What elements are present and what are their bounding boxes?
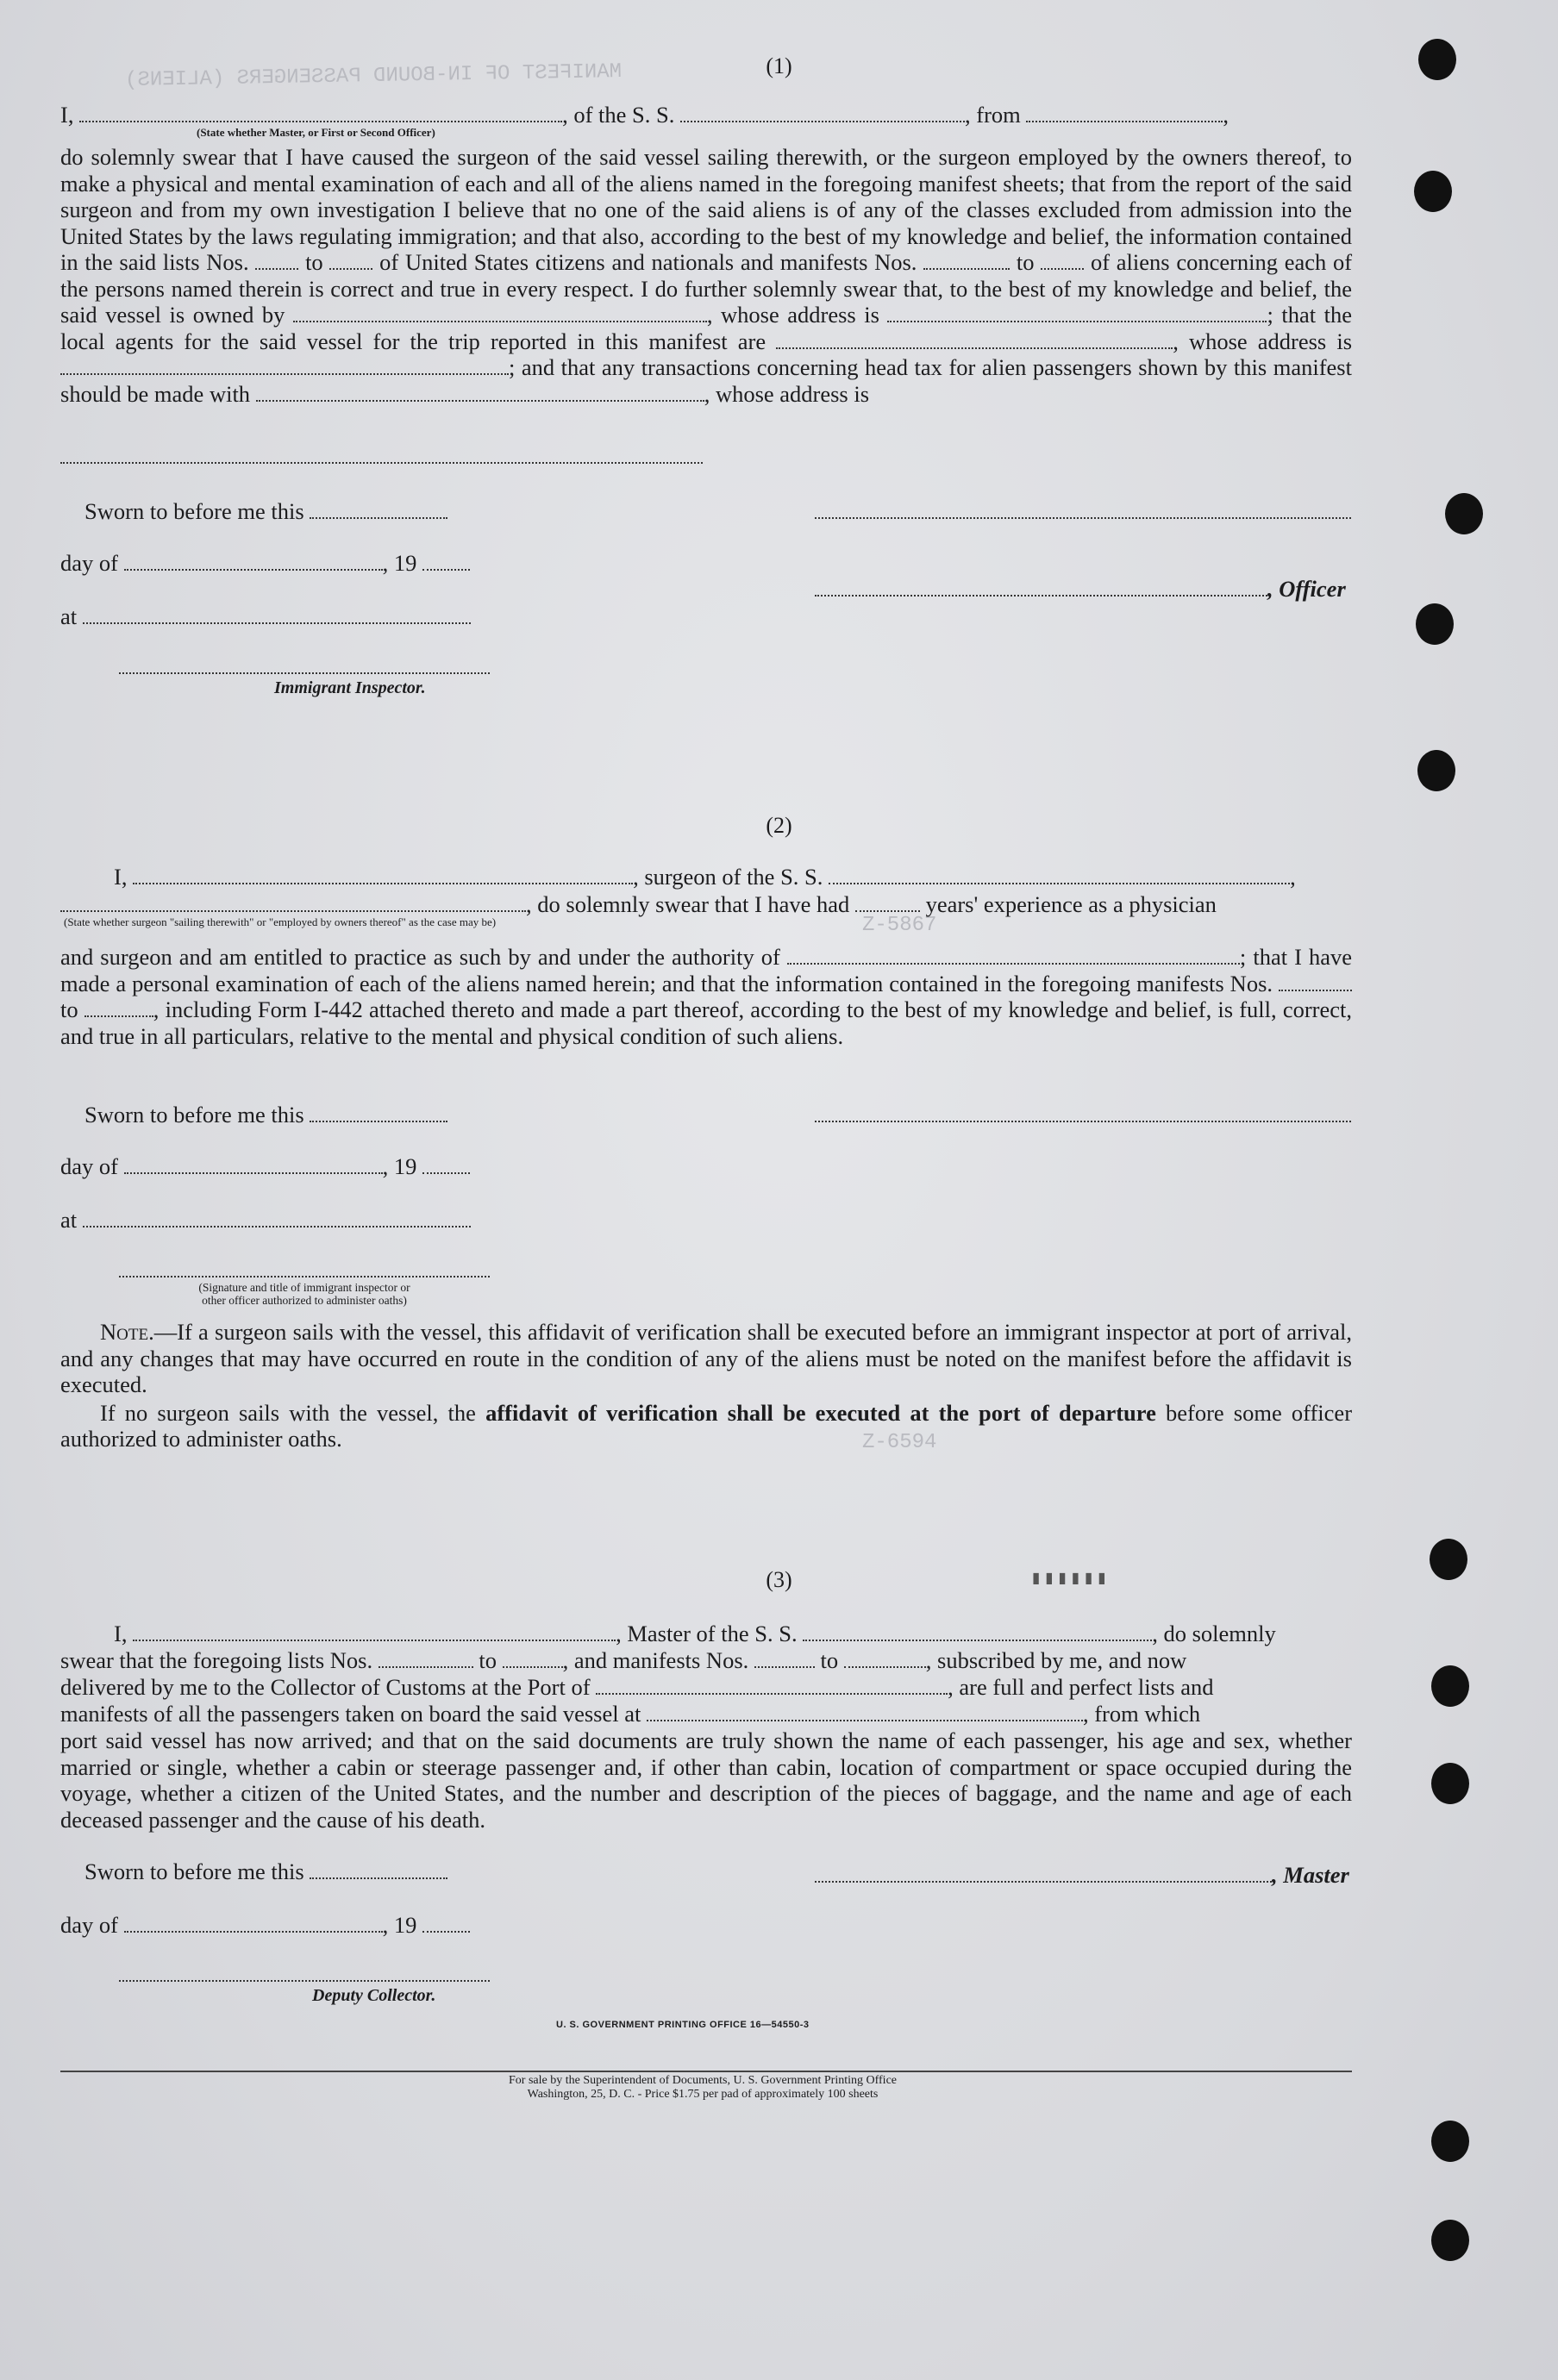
master-name-field[interactable]	[133, 1622, 616, 1641]
manifests-from-field[interactable]	[923, 251, 1010, 270]
signature-note: (Signature and title of immigrant inspector or other officer authorized to administer oaths)	[198, 1281, 410, 1307]
immigrant-inspector-label: Immigrant Inspector.	[274, 678, 426, 697]
section-3-body: port said vessel has now arrived; and that on the said documents are truly shown the name of each passenger, his age and sex, whether married or single, whether a cabin or steerage passenger and, if other than cabin, location of compartment or space occupied during the voyage, whether a citizen of the United States, and the number and description of the pieces of baggage, and the name and age of each deceased passenger and the cause of his death.	[60, 1727, 1352, 1833]
s1-signature-line[interactable]	[815, 517, 1351, 519]
punch-hole	[1417, 750, 1455, 791]
s2-sworn-day-field[interactable]	[310, 1103, 447, 1122]
s3-vessel-field[interactable]	[803, 1622, 1152, 1641]
owner-field[interactable]	[293, 303, 707, 322]
s2-sworn-line: Sworn to before me this	[84, 1102, 447, 1128]
s3-sworn-day-field[interactable]	[310, 1860, 447, 1879]
s3-master-line: I, , Master of the S. S. , do solemnly	[114, 1621, 1276, 1646]
punch-hole	[1431, 2121, 1469, 2162]
s1-officer-field[interactable]	[815, 578, 1267, 597]
s2-at-line: at	[60, 1207, 471, 1233]
s3-master-signature-line: , Master	[815, 1862, 1349, 1888]
agents-address-field[interactable]	[60, 356, 509, 375]
s2-day-line: day of , 19	[60, 1153, 470, 1179]
s2-experience-line: , do solemnly swear that I have had years' experience as a physician	[60, 891, 1217, 917]
s1-month-field[interactable]	[124, 552, 383, 571]
s1-day-line: day of , 19	[60, 550, 470, 576]
s2-official-signature[interactable]	[119, 1276, 490, 1277]
s1-year-field[interactable]	[422, 552, 470, 571]
s2-surgeon-line: I, , surgeon of the S. S. ,	[114, 864, 1296, 890]
s3-manifests-to-field[interactable]	[844, 1649, 926, 1668]
from-port-field[interactable]	[1026, 103, 1223, 122]
s3-boarding-line: manifests of all the passengers taken on board the said vessel at , from which	[60, 1701, 1201, 1727]
s3-year-field[interactable]	[422, 1914, 470, 1933]
s2-manifests-from-field[interactable]	[1279, 972, 1352, 991]
surgeon-status-field[interactable]	[60, 893, 526, 912]
oath-officer-line: I, , of the S. S. , from ,	[60, 102, 1230, 128]
s1-sworn-line: Sworn to before me this	[84, 498, 447, 524]
vessel-name-field[interactable]	[680, 103, 965, 122]
manifests-to-field[interactable]	[1041, 251, 1084, 270]
local-agents-field[interactable]	[776, 330, 1173, 349]
section-2-body: and surgeon and am entitled to practice as such by and under the authority of ; that I have made a personal examination of each of the aliens named herein; and that the information contained in the foregoing manifests Nos. to , including Form I-442 attached thereto and made a part thereof, according to the best of my knowledge and belief, is full, correct, and true in all particulars, relative to the mental and physical condition of such aliens.	[60, 944, 1353, 1049]
s1-at-line: at	[60, 603, 471, 629]
s3-manifests-from-field[interactable]	[754, 1649, 815, 1668]
s2-month-field[interactable]	[124, 1155, 383, 1174]
s3-lists-from-field[interactable]	[379, 1649, 473, 1668]
s3-day-line: day of , 19	[60, 1912, 470, 1938]
stamp-mark: ▮▮▮▮▮▮	[1030, 1568, 1110, 1590]
punch-hole	[1416, 603, 1454, 645]
s1-inspector-signature[interactable]	[119, 672, 490, 674]
punch-hole	[1431, 1763, 1469, 1804]
s2-vessel-field[interactable]	[829, 865, 1290, 884]
punch-hole	[1431, 2220, 1469, 2261]
s2-year-field[interactable]	[422, 1155, 470, 1174]
punch-hole	[1445, 493, 1483, 534]
owner-address-field[interactable]	[887, 303, 1267, 322]
s2-manifests-to-field[interactable]	[84, 998, 153, 1017]
s1-sworn-day-field[interactable]	[310, 500, 447, 519]
s3-port-line: delivered by me to the Collector of Customs at the Port of , are full and perfect lists and	[60, 1674, 1214, 1700]
s3-sworn-line: Sworn to before me this	[84, 1858, 447, 1884]
sale-notice: For sale by the Superintendent of Documents, U. S. Government Printing Office Washington, 25, D. C. - Price $1.75 per pad of approximately 100 sheets	[509, 2074, 897, 2101]
lists-from-field[interactable]	[255, 251, 298, 270]
surgeon-note: (State whether surgeon "sailing therewith" or "employed by owners thereof" as the case may be)	[64, 915, 497, 928]
authority-field[interactable]	[787, 946, 1240, 965]
section-1	[60, 102, 1352, 407]
punch-hole	[1414, 171, 1452, 212]
note-block: Note.—If a surgeon sails with the vessel, this affidavit of verification shall be executed before an immigrant inspector at port of arrival, and any changes that may have occurred en route in the condition of any of the aliens must be noted on the manifest before the affidavit is executed. If no surgeon sails with the vessel, the affidavit of verification shall be executed at the port of departure before some officer authorized to administer oaths.	[60, 1319, 1353, 1452]
boarding-port-field[interactable]	[647, 1702, 1083, 1721]
section-3-number: (3)	[766, 1567, 792, 1592]
head-tax-party-field[interactable]	[256, 383, 704, 402]
s1-officer-line: , Officer	[815, 576, 1346, 602]
deputy-collector-label: Deputy Collector.	[312, 1986, 436, 2005]
punch-hole	[1431, 1665, 1469, 1707]
lists-to-field[interactable]	[329, 251, 372, 270]
section-1-body: do solemnly swear that I have caused the surgeon of the said vessel sailing therewith, or the surgeon employed by the owners thereof, to make a physical and mental examination of each and all of the aliens named in the foregoing manifest sheets; that from the report of the said surgeon and from my own investigation I believe that no one of the said aliens is of any of the classes excluded from admission into the United States by the laws regulating immigration; and that also, according to the best of my knowledge and belief, the information contained in the said lists Nos. to of United States citizens and nationals and manifests Nos. to of aliens concerning each of the persons named therein is correct and true in every respect. I do further solemnly swear that, to the best of my knowledge and belief, the said vessel is owned by , whose address is ; that the local agents for the said vessel for the trip reported in this manifest are , whose address is ; and that any transactions concerning head tax for alien passengers shown by this manifest should be made with , whose address is	[60, 144, 1353, 407]
s2-at-field[interactable]	[83, 1209, 471, 1227]
s2-signature-line[interactable]	[815, 1121, 1351, 1122]
section-1-number: (1)	[766, 53, 792, 78]
master-signature-field[interactable]	[815, 1864, 1272, 1883]
customs-port-field[interactable]	[596, 1676, 948, 1695]
section-2-number: (2)	[766, 813, 792, 838]
years-experience-field[interactable]	[855, 893, 920, 912]
s3-lists-line: swear that the foregoing lists Nos. to , and manifests Nos. to , subscribed by me, and now	[60, 1647, 1187, 1673]
s3-month-field[interactable]	[124, 1914, 383, 1933]
officer-note: (State whether Master, or First or Second Officer)	[197, 126, 435, 139]
officer-name-field[interactable]	[79, 103, 562, 122]
manifest-back-page: MANIFEST OF IN-BOUND PASSENGERS (ALIENS) Z-5867 Z-6594 (1) I, , of the S. S. , from , (State whether Master, or First or Second Officer) do solemnly swear that I have caused the surgeon of the said vessel sailing therewith, or the surgeon employed by the owners thereof, to make a physical and mental examination of each and all of the aliens named in the foregoing manifest sheets; that from the report of the said surgeon and from my own investigation I believe that no one of the said aliens is of any of the classes excluded from admission into the United States by the laws regulating immigration; and that also, according to the best of my knowledge and belief, the information contained in the said lists Nos. to of United States citizens and nationals and manifests Nos. to of aliens concerning each of the persons named therein is correct and true in every respect. I do further solemnly swear that, to the best of my knowledge and belief, the said vessel is owned by , whose address is ; that the local agents for the said vessel for the trip reported in this manifest are , whose address is ; and that any transactions concerning head tax for alien passengers shown by this manifest should be made with , whose address is Sworn to before me this day of , 19 , Officer at Immigrant Inspector. (2) I, , surgeon of the S. S. , , do solemnly swear that I have had years' experience as a physician (State whether surgeon "sailing therewith" or "employed by owners thereof" as the case may be) and surgeon and am entitled to practice as such by and under the authority of ; that I have made a personal examination of each of the aliens named herein; and that the information contained in the foregoing manifests Nos. to , including Form I-442 attached thereto and made a part thereof, according to the best of my knowledge and belief, is full, correct, and true in all particulars, relative to the mental and physical condition of such aliens. Sworn to before me this day of , 19 at (Signature and title of immigrant inspector or other officer authorized to administer oaths) Note.—If a surgeon sails with the vessel, this affidavit of verification shall be executed before an immigrant inspector at port of arrival, and any changes that may have occurred en route in the condition of any of the aliens must be noted on the manifest before the affidavit is executed. If no surgeon sails with the vessel, the affidavit of verification shall be executed at the port of departure before some officer authorized to administer oaths. ▮▮▮▮▮▮ (3) I, , Master of the S. S. , do solemnly swear that the foregoing lists Nos. to , and manifests Nos. to , subscribed by me, and now delivered by me to the Collector of Customs at the Port of , are full and perfect lists and manifests of all the passengers taken on board the said vessel at , from which port said vessel has now arrived; and that on the said documents are truly shown the name of each passenger, his age and sex, whether married or single, whether a cabin or steerage passenger and, if other than cabin, location of compartment or space occupied during the voyage, whether a citizen of the United States, and the number and description of the pieces of baggage, and the name and age of each deceased passenger and the cause of his death. Sworn to before me this , Master day of , 19 Deputy Collector. U. S. GOVERNMENT PRINTING OFFICE 16—54550-3 For sale by the Superintendent of Documents, U. S. Government Printing Office Washington, 25, D. C. - Price $1.75 per pad of approximately 100 sheets	[0, 0, 1558, 2380]
gpo-imprint: U. S. GOVERNMENT PRINTING OFFICE 16—54550-3	[556, 2020, 810, 2030]
s3-lists-to-field[interactable]	[503, 1649, 563, 1668]
s1-at-field[interactable]	[83, 605, 471, 624]
surgeon-name-field[interactable]	[133, 865, 633, 884]
deputy-collector-signature[interactable]	[119, 1980, 490, 1982]
